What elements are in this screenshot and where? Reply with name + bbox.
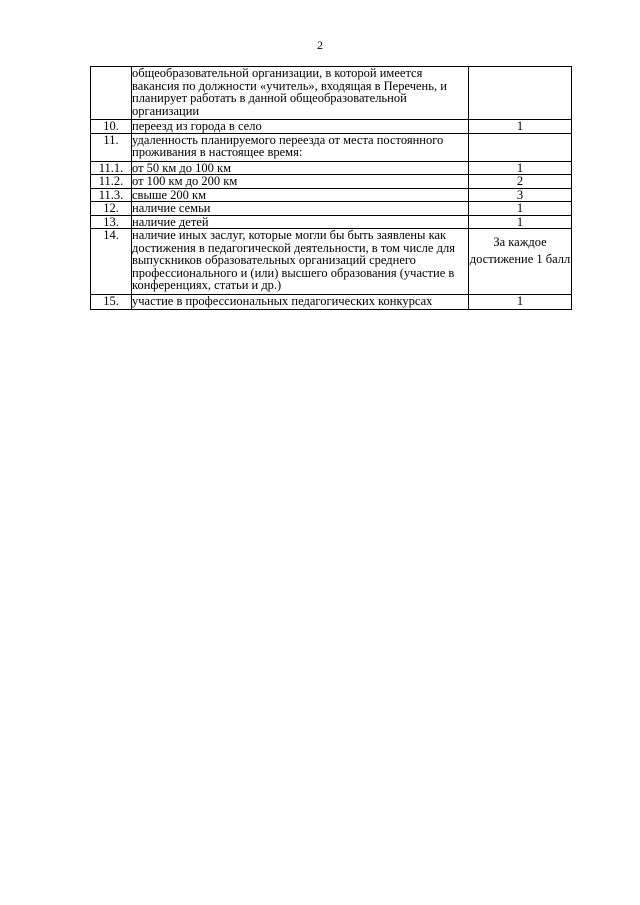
table-row [91, 188, 572, 202]
row-number: 14. [91, 229, 132, 295]
table-row [91, 215, 572, 229]
row-number: 11.1. [91, 161, 132, 175]
row-score: 1 [469, 294, 572, 310]
row-number: 13. [91, 215, 132, 229]
row-score: 2 [469, 175, 572, 189]
table-row [91, 67, 572, 120]
row-number: 10. [91, 120, 132, 134]
table-row [91, 229, 572, 295]
row-criterion: наличие семьи [132, 202, 469, 216]
table-row [91, 161, 572, 175]
row-criterion: от 100 км до 200 км [132, 175, 469, 189]
row-number: 11.2. [91, 175, 132, 189]
row-criterion: общеобразовательной организации, в которой имеется вакансия по должности «учитель», входящая в Перечень, и планирует работать в данной общеобразовательной организации [132, 67, 469, 120]
table-row [91, 294, 572, 310]
table-row [91, 133, 572, 161]
row-number [91, 67, 132, 120]
table-row [91, 120, 572, 134]
criteria-table [90, 66, 572, 310]
row-criterion: переезд из города в село [132, 120, 469, 134]
row-score: 1 [469, 202, 572, 216]
row-score: 3 [469, 188, 572, 202]
row-score [469, 133, 572, 161]
row-criterion: наличие иных заслуг, которые могли бы быть заявлены как достижения в педагогической деятельности, в том числе для выпускников образовательных организаций среднего профессионального и (или) высшего образования (участие в конференциях, статьи и др.) [132, 229, 469, 295]
row-score: За каждое достижение 1 балл [469, 229, 572, 295]
page-number: 2 [317, 38, 323, 52]
row-number: 11. [91, 133, 132, 161]
row-score: 1 [469, 120, 572, 134]
table-row [91, 175, 572, 189]
row-criterion: от 50 км до 100 км [132, 161, 469, 175]
row-criterion: участие в профессиональных педагогических конкурсах [132, 294, 469, 310]
row-number: 15. [91, 294, 132, 310]
row-score: 1 [469, 161, 572, 175]
row-criterion: удаленность планируемого переезда от места постоянного проживания в настоящее время: [132, 133, 469, 161]
row-score: 1 [469, 215, 572, 229]
row-number: 12. [91, 202, 132, 216]
table-row [91, 202, 572, 216]
row-criterion: наличие детей [132, 215, 469, 229]
row-criterion: свыше 200 км [132, 188, 469, 202]
row-number: 11.3. [91, 188, 132, 202]
row-score [469, 67, 572, 120]
